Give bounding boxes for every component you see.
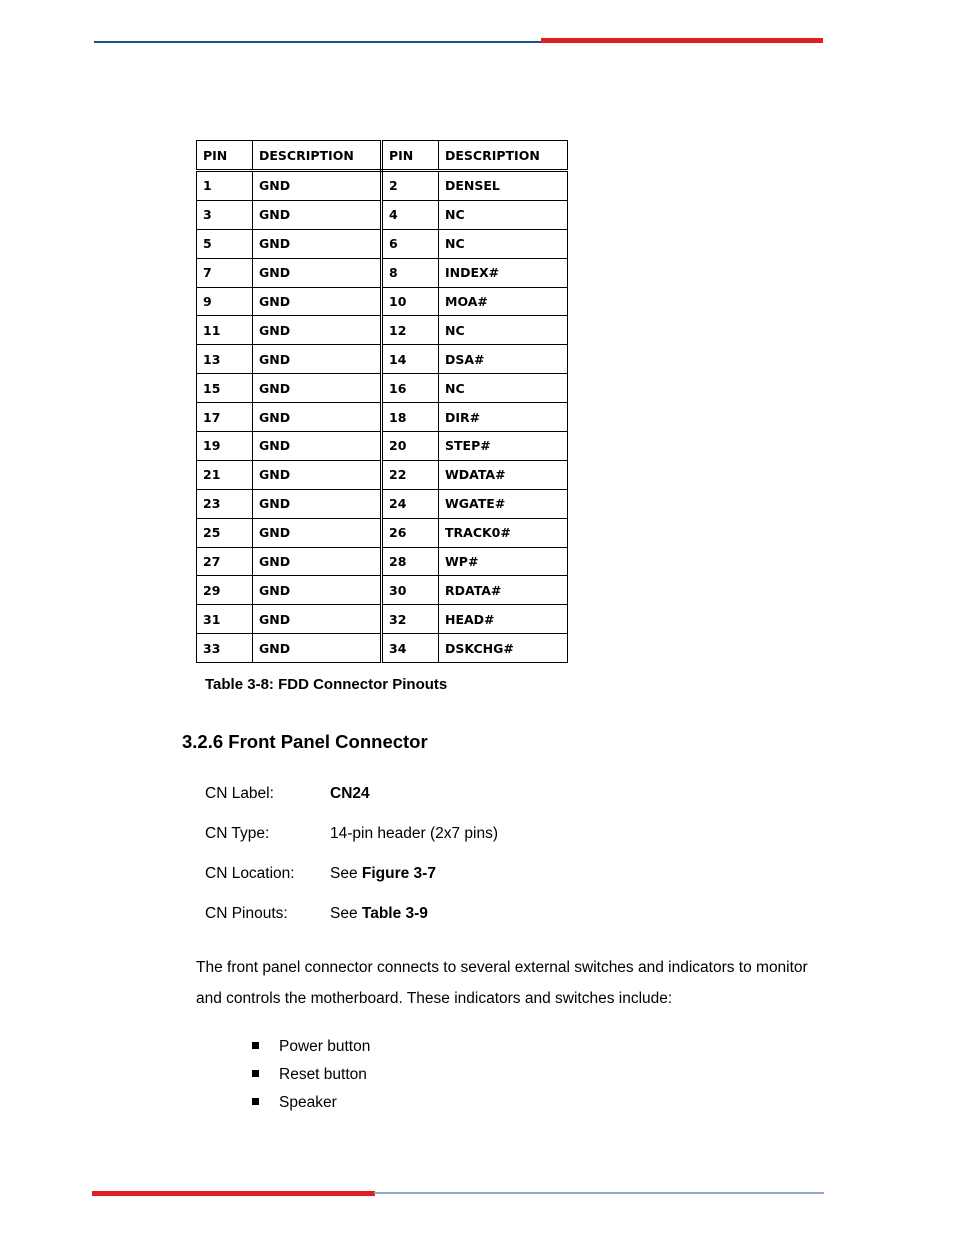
pin-description-cell: GND bbox=[253, 316, 382, 345]
table-row bbox=[197, 345, 568, 374]
pin-number-cell: 33 bbox=[197, 634, 253, 663]
bullet-square-icon bbox=[252, 1098, 259, 1105]
pin-number-cell: 18 bbox=[382, 403, 439, 432]
field-value-cn-label: CN24 bbox=[330, 785, 370, 802]
pin-number-cell: 16 bbox=[382, 374, 439, 403]
table-row bbox=[197, 460, 568, 489]
table-caption: Table 3-8: FDD Connector Pinouts bbox=[205, 676, 448, 693]
pin-number-cell: 28 bbox=[382, 547, 439, 576]
pin-number-cell: 4 bbox=[382, 200, 439, 229]
list-item: Power button bbox=[252, 1038, 370, 1056]
section-heading: 3.2.6 Front Panel Connector bbox=[182, 731, 428, 752]
pin-description-cell: GND bbox=[253, 518, 382, 547]
table-row bbox=[197, 200, 568, 229]
pin-description-cell: GND bbox=[253, 258, 382, 287]
header-cell: PIN bbox=[197, 141, 253, 171]
pin-description-cell: NC bbox=[439, 374, 568, 403]
table-row bbox=[197, 229, 568, 258]
pin-description-cell: RDATA# bbox=[439, 576, 568, 605]
body-paragraph: The front panel connector connects to several external switches and indicators to monitor and controls the motherboard. These indicators and switches include: bbox=[196, 959, 808, 1007]
pin-description-cell: GND bbox=[253, 489, 382, 518]
pin-description-cell: DENSEL bbox=[439, 171, 568, 201]
pin-description-cell: GND bbox=[253, 345, 382, 374]
footer-rule-blue bbox=[374, 1192, 824, 1194]
pin-number-cell: 24 bbox=[382, 489, 439, 518]
pin-description-cell: DSKCHG# bbox=[439, 634, 568, 663]
header-rule-red bbox=[541, 38, 823, 43]
pin-description-cell: GND bbox=[253, 547, 382, 576]
list-item: Reset button bbox=[252, 1066, 367, 1084]
field-label-cn-pinouts: CN Pinouts: bbox=[205, 905, 288, 922]
pin-number-cell: 11 bbox=[197, 316, 253, 345]
pin-number-cell: 30 bbox=[382, 576, 439, 605]
pin-number-cell: 27 bbox=[197, 547, 253, 576]
pin-description-cell: GND bbox=[253, 605, 382, 634]
pin-number-cell: 15 bbox=[197, 374, 253, 403]
table-row bbox=[197, 316, 568, 345]
table-row bbox=[197, 432, 568, 461]
pin-description-cell: GND bbox=[253, 634, 382, 663]
pin-number-cell: 26 bbox=[382, 518, 439, 547]
pin-description-cell: GND bbox=[253, 403, 382, 432]
pin-description-cell: INDEX# bbox=[439, 258, 568, 287]
field-value-cn-pinouts: See Table 3-9 bbox=[330, 905, 428, 922]
header-cell: DESCRIPTION bbox=[253, 141, 382, 171]
pin-number-cell: 19 bbox=[197, 432, 253, 461]
table-row bbox=[197, 605, 568, 634]
field-label-cn-label: CN Label: bbox=[205, 785, 274, 802]
pin-number-cell: 10 bbox=[382, 287, 439, 316]
pin-number-cell: 29 bbox=[197, 576, 253, 605]
pin-description-cell: GND bbox=[253, 576, 382, 605]
table-row bbox=[197, 489, 568, 518]
table-row bbox=[197, 634, 568, 663]
field-value-cn-location: See Figure 3-7 bbox=[330, 865, 436, 882]
pin-number-cell: 23 bbox=[197, 489, 253, 518]
pin-number-cell: 1 bbox=[197, 171, 253, 201]
pin-description-cell: WDATA# bbox=[439, 460, 568, 489]
pin-description-cell: HEAD# bbox=[439, 605, 568, 634]
table-header-row bbox=[197, 141, 568, 171]
pin-number-cell: 20 bbox=[382, 432, 439, 461]
pin-description-cell: NC bbox=[439, 229, 568, 258]
pin-description-cell: MOA# bbox=[439, 287, 568, 316]
pin-description-cell: WP# bbox=[439, 547, 568, 576]
bullet-square-icon bbox=[252, 1070, 259, 1077]
pin-description-cell: GND bbox=[253, 229, 382, 258]
pin-number-cell: 17 bbox=[197, 403, 253, 432]
pin-description-cell: NC bbox=[439, 316, 568, 345]
pin-number-cell: 32 bbox=[382, 605, 439, 634]
header-rule-blue bbox=[94, 41, 542, 43]
footer-rule-red bbox=[92, 1191, 375, 1196]
bullet-square-icon bbox=[252, 1042, 259, 1049]
table-row bbox=[197, 258, 568, 287]
pin-description-cell: GND bbox=[253, 374, 382, 403]
field-label-cn-location: CN Location: bbox=[205, 865, 295, 882]
pin-description-cell: DIR# bbox=[439, 403, 568, 432]
pin-number-cell: 12 bbox=[382, 316, 439, 345]
pin-description-cell: GND bbox=[253, 460, 382, 489]
table-row bbox=[197, 576, 568, 605]
table-row bbox=[197, 403, 568, 432]
pin-description-cell: DSA# bbox=[439, 345, 568, 374]
pin-number-cell: 3 bbox=[197, 200, 253, 229]
pin-description-cell: WGATE# bbox=[439, 489, 568, 518]
pin-description-cell: NC bbox=[439, 200, 568, 229]
pin-number-cell: 8 bbox=[382, 258, 439, 287]
pin-number-cell: 6 bbox=[382, 229, 439, 258]
pin-description-cell: GND bbox=[253, 432, 382, 461]
header-cell: DESCRIPTION bbox=[439, 141, 568, 171]
header-cell: PIN bbox=[382, 141, 439, 171]
pin-number-cell: 14 bbox=[382, 345, 439, 374]
pin-description-cell: STEP# bbox=[439, 432, 568, 461]
pin-number-cell: 21 bbox=[197, 460, 253, 489]
list-item: Speaker bbox=[252, 1094, 337, 1112]
pin-number-cell: 22 bbox=[382, 460, 439, 489]
pin-number-cell: 7 bbox=[197, 258, 253, 287]
pin-number-cell: 2 bbox=[382, 171, 439, 201]
table-row bbox=[197, 374, 568, 403]
pin-description-cell: TRACK0# bbox=[439, 518, 568, 547]
pin-number-cell: 34 bbox=[382, 634, 439, 663]
pin-number-cell: 9 bbox=[197, 287, 253, 316]
table-row bbox=[197, 287, 568, 316]
table-row bbox=[197, 547, 568, 576]
pin-number-cell: 31 bbox=[197, 605, 253, 634]
field-label-cn-type: CN Type: bbox=[205, 825, 270, 842]
table-row bbox=[197, 171, 568, 201]
pin-number-cell: 13 bbox=[197, 345, 253, 374]
pin-number-cell: 25 bbox=[197, 518, 253, 547]
pin-description-cell: GND bbox=[253, 171, 382, 201]
pin-number-cell: 5 bbox=[197, 229, 253, 258]
field-value-cn-type: 14-pin header (2x7 pins) bbox=[330, 825, 499, 842]
fdd-pinout-table bbox=[196, 140, 568, 663]
table-row bbox=[197, 518, 568, 547]
pin-description-cell: GND bbox=[253, 287, 382, 316]
pin-description-cell: GND bbox=[253, 200, 382, 229]
